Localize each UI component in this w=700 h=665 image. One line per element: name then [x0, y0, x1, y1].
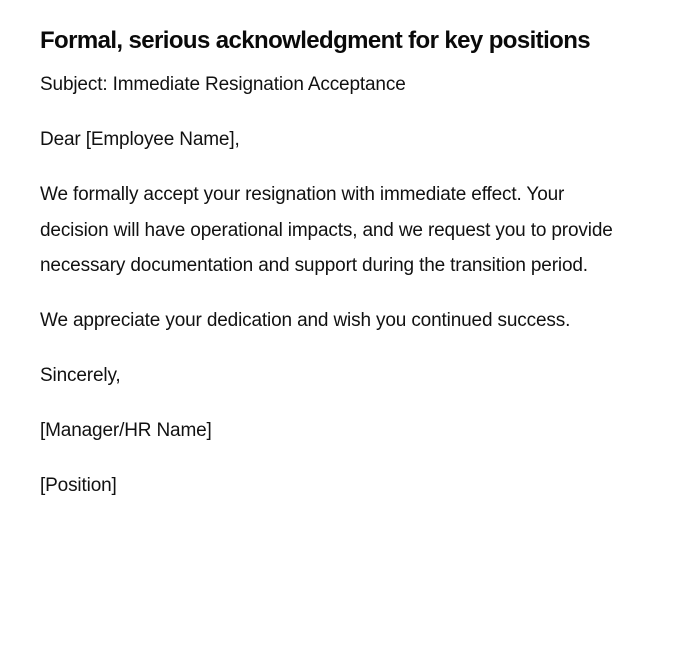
- body-paragraph-1: We formally accept your resignation with immediate effect. Your decision will have operational impacts, and we request you to provide necessary documentation and support during the transition period.: [40, 184, 613, 276]
- closing: Sincerely,: [40, 365, 121, 386]
- signature-position: [Position]: [40, 475, 117, 496]
- subject-line: Subject: Immediate Resignation Acceptance: [40, 74, 406, 95]
- signature-name: [Manager/HR Name]: [40, 420, 212, 441]
- document-title: Formal, serious acknowledgment for key positions: [40, 27, 591, 54]
- letter-document: [40, 19, 630, 523]
- salutation: Dear [Employee Name],: [40, 129, 240, 150]
- body-paragraph-2: We appreciate your dedication and wish you continued success.: [40, 310, 571, 331]
